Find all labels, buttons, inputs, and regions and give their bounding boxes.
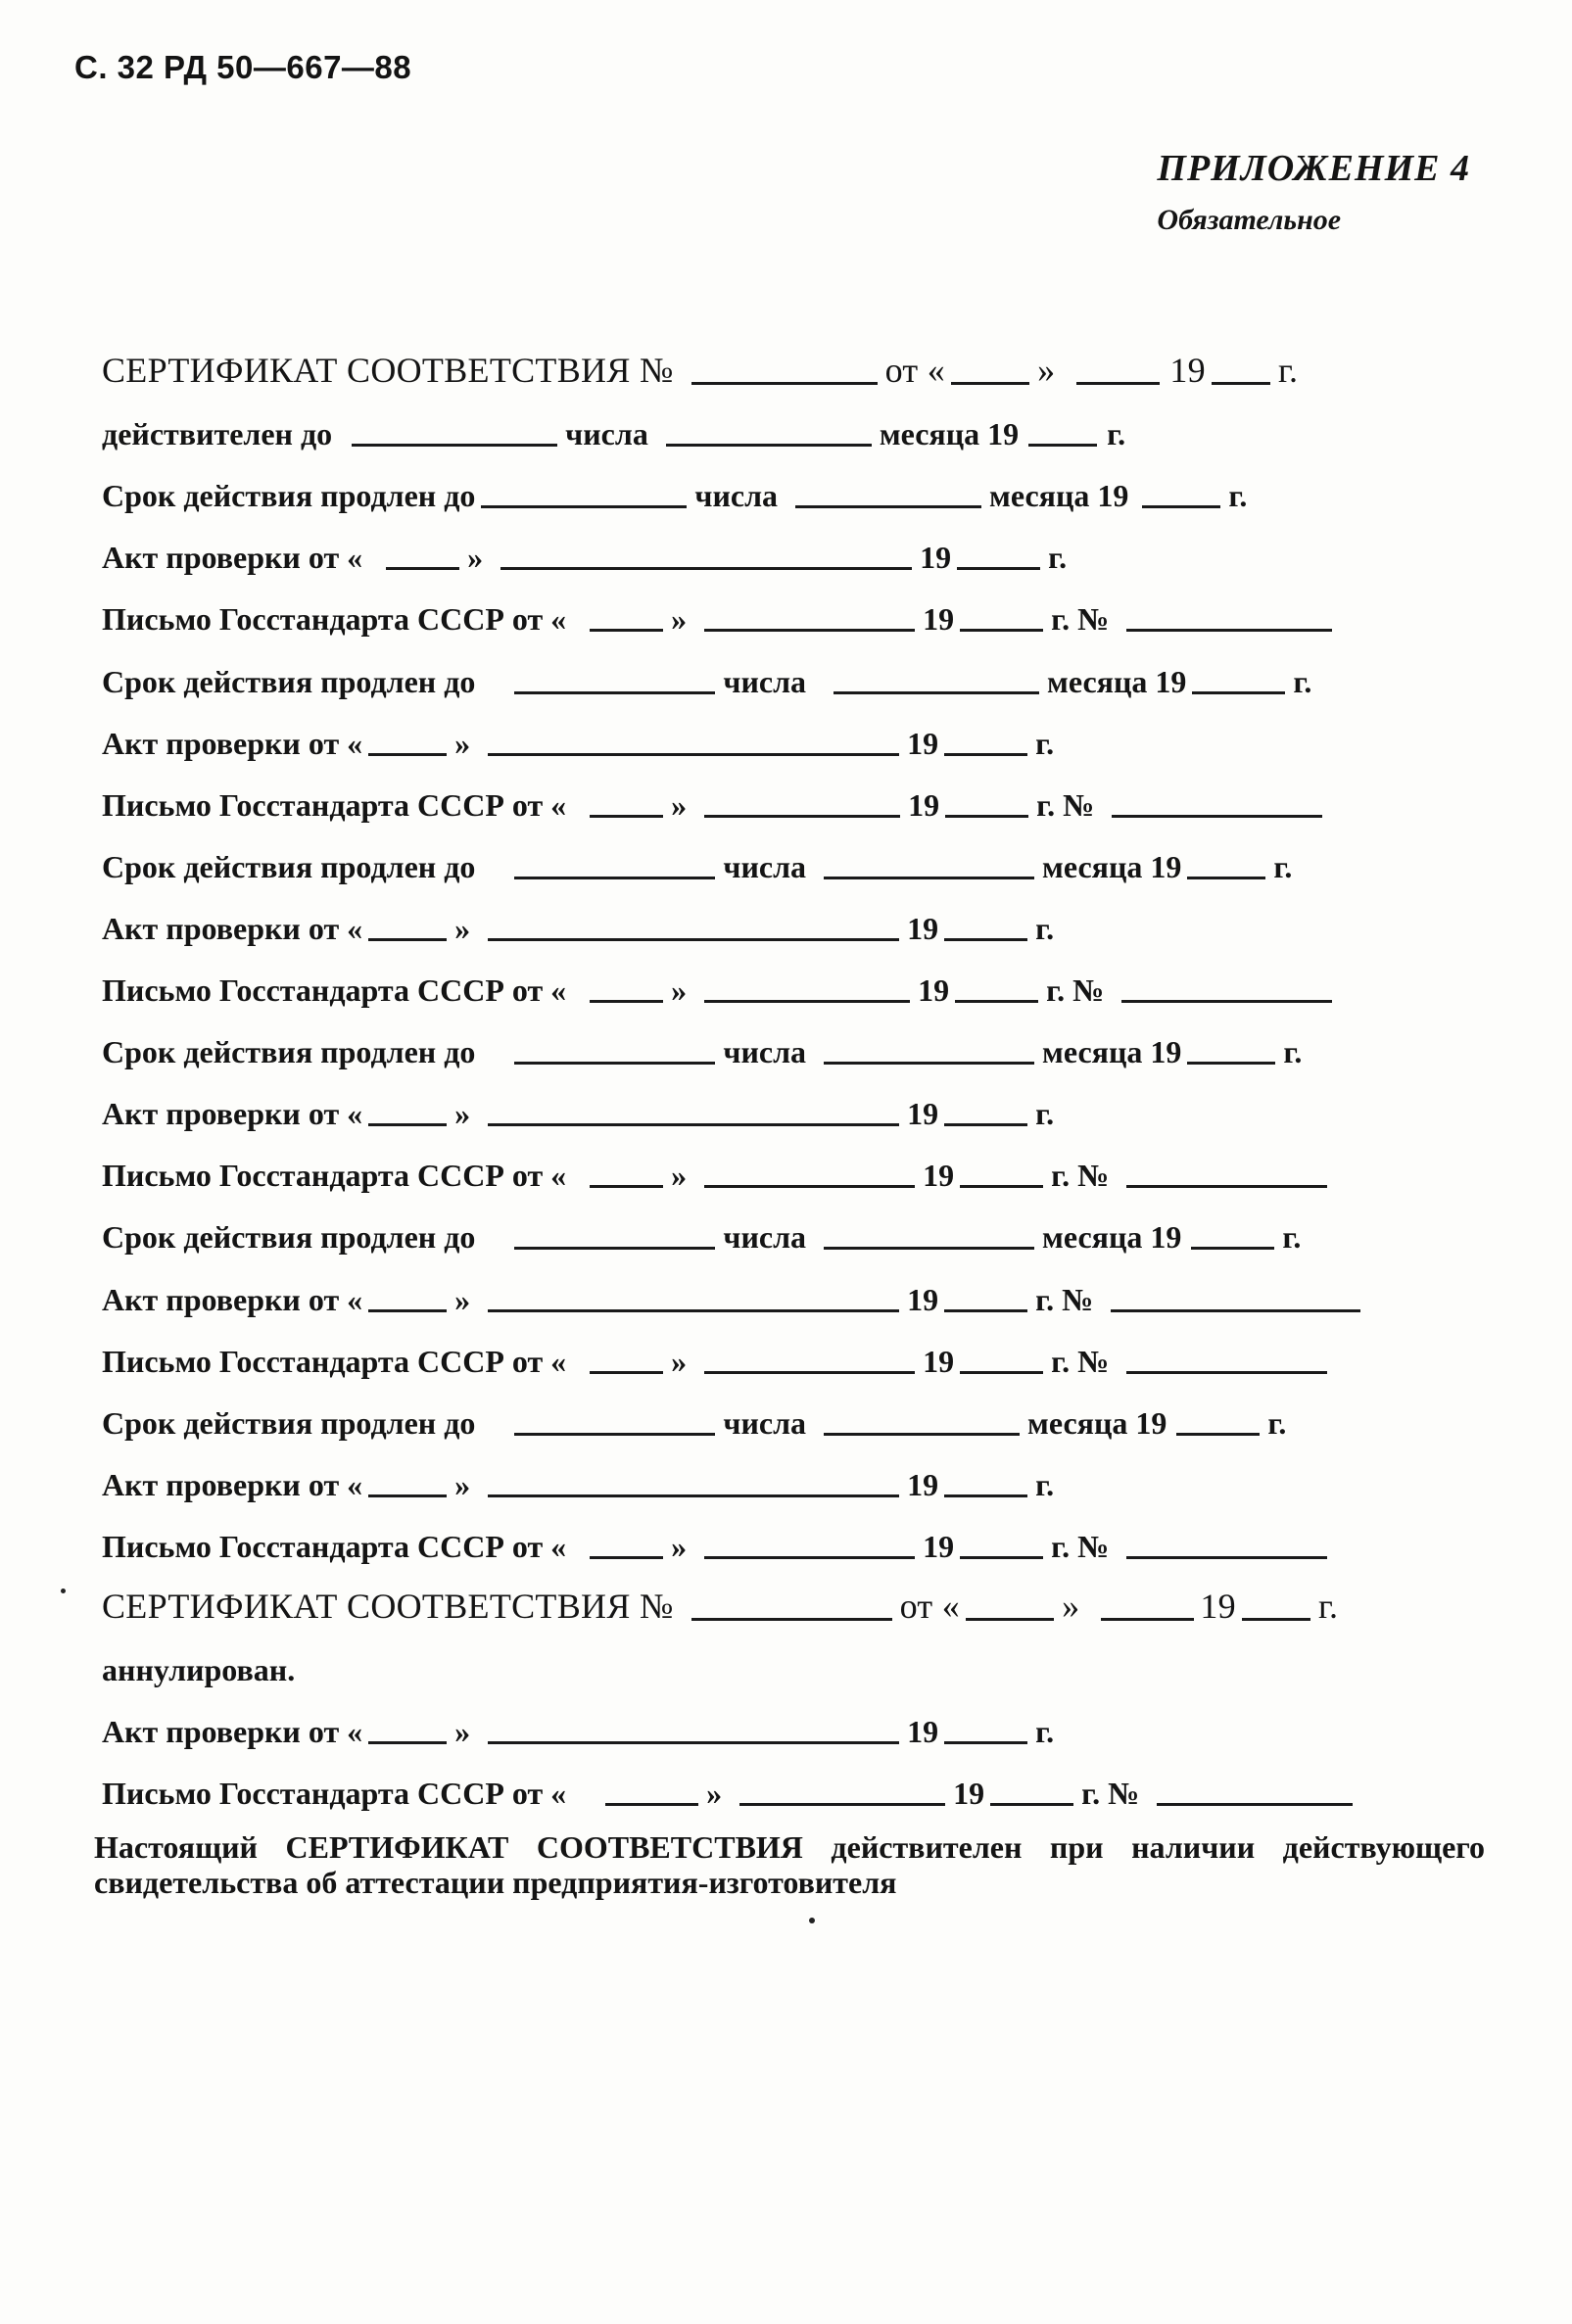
form-line — [94, 1388, 1485, 1449]
fill-in-blank[interactable] — [1142, 505, 1220, 508]
fill-in-blank[interactable] — [795, 505, 981, 508]
form-label: г. № — [1051, 1528, 1110, 1564]
fill-in-blank[interactable] — [514, 1433, 715, 1436]
fill-in-blank[interactable] — [966, 1618, 1054, 1621]
form-line — [94, 1511, 1485, 1573]
form-label: месяца 19 — [989, 478, 1129, 514]
form-label: » — [1062, 1586, 1080, 1626]
form-label: » — [671, 786, 688, 823]
form-label: 19 — [907, 910, 939, 946]
fill-in-blank[interactable] — [704, 1000, 910, 1003]
form-label: Письмо Госстандарта СССР от « — [102, 601, 567, 638]
form-label: » — [1037, 351, 1056, 391]
fill-in-blank[interactable] — [666, 444, 872, 447]
form-label: г. № — [1046, 972, 1105, 1009]
form-label: » — [454, 1281, 471, 1317]
fill-in-blank[interactable] — [368, 1741, 447, 1744]
form-label: г. — [1035, 910, 1055, 946]
fill-in-blank[interactable] — [590, 1185, 663, 1188]
fill-in-blank[interactable] — [368, 938, 447, 941]
form-label: г. № — [1051, 601, 1110, 638]
fill-in-blank[interactable] — [1101, 1618, 1194, 1621]
form-label: г. № — [1051, 1158, 1110, 1194]
form-label: » — [671, 1528, 688, 1564]
fill-in-blank[interactable] — [1121, 1000, 1332, 1003]
form-line — [94, 645, 1485, 707]
form-line — [94, 1758, 1485, 1820]
form-label: » — [454, 725, 471, 761]
fill-in-blank[interactable] — [1192, 691, 1285, 694]
fill-in-blank[interactable] — [944, 938, 1027, 941]
fill-in-blank[interactable] — [1126, 1185, 1327, 1188]
form-label: Письмо Госстандарта СССР от « — [102, 1158, 567, 1194]
fill-in-blank[interactable] — [1187, 1062, 1275, 1065]
form-label: 19 — [923, 601, 955, 638]
fill-in-blank[interactable] — [514, 1062, 715, 1065]
form-label: числа — [723, 1404, 807, 1441]
form-label: Акт проверки от « — [102, 1096, 363, 1132]
form-line — [94, 399, 1485, 460]
fill-in-blank[interactable] — [605, 1803, 698, 1806]
form-label: г. — [1277, 351, 1299, 391]
fill-in-blank[interactable] — [990, 1803, 1073, 1806]
fill-in-blank[interactable] — [957, 567, 1040, 570]
form-label: Срок действия продлен до — [102, 663, 476, 699]
form-label: Срок действия продлен до — [102, 1404, 476, 1441]
fill-in-blank[interactable] — [500, 567, 912, 570]
appendix-heading — [1157, 147, 1470, 237]
form-line — [94, 337, 1485, 399]
form-label: Срок действия продлен до — [102, 478, 476, 514]
fill-in-blank[interactable] — [386, 567, 459, 570]
fill-in-blank[interactable] — [1126, 1556, 1327, 1559]
form-line — [94, 770, 1485, 831]
form-label: 19 — [923, 1528, 955, 1564]
form-label: числа — [723, 1034, 807, 1070]
fill-in-blank[interactable] — [352, 444, 557, 447]
form-label: месяца 19 — [1042, 848, 1182, 884]
fill-in-blank[interactable] — [1112, 815, 1322, 818]
form-label: » — [671, 601, 688, 638]
fill-in-blank[interactable] — [488, 1123, 899, 1126]
fill-in-blank[interactable] — [1028, 444, 1097, 447]
form-line — [94, 1573, 1485, 1635]
fill-in-blank[interactable] — [1157, 1803, 1353, 1806]
fill-in-blank[interactable] — [944, 1494, 1027, 1497]
fill-in-blank[interactable] — [824, 877, 1034, 879]
fill-in-blank[interactable] — [1076, 382, 1160, 385]
fill-in-blank[interactable] — [368, 753, 447, 756]
form-label: Срок действия продлен до — [102, 1034, 476, 1070]
form-label: Акт проверки от « — [102, 540, 363, 576]
scan-speck — [809, 1918, 815, 1923]
form-label: Акт проверки от « — [102, 1281, 363, 1317]
form-label: 19 — [953, 1776, 985, 1812]
fill-in-blank[interactable] — [488, 1741, 899, 1744]
form-label: 19 — [907, 725, 939, 761]
form-line — [94, 1635, 1485, 1696]
fill-in-blank[interactable] — [834, 691, 1039, 694]
fill-in-blank[interactable] — [955, 1000, 1038, 1003]
form-label: 19 — [918, 972, 950, 1009]
fill-in-blank[interactable] — [368, 1123, 447, 1126]
form-label: г. № — [1035, 1281, 1094, 1317]
form-label: г. — [1293, 663, 1312, 699]
fill-in-blank[interactable] — [960, 1185, 1043, 1188]
fill-in-blank[interactable] — [1111, 1309, 1360, 1312]
form-label: месяца 19 — [1042, 1219, 1182, 1256]
form-label: числа — [723, 1219, 807, 1256]
form-line — [94, 1017, 1485, 1078]
form-label: г. — [1282, 1219, 1302, 1256]
form-line — [94, 522, 1485, 584]
fill-in-blank[interactable] — [1126, 1371, 1327, 1374]
fill-in-blank[interactable] — [704, 1556, 915, 1559]
form-label: действителен до — [102, 416, 333, 452]
fill-in-blank[interactable] — [824, 1247, 1034, 1250]
fill-in-blank[interactable] — [739, 1803, 945, 1806]
form-label: Срок действия продлен до — [102, 848, 476, 884]
form-label: 19 — [907, 1281, 939, 1317]
fill-in-blank[interactable] — [824, 1062, 1034, 1065]
fill-in-blank[interactable] — [1187, 877, 1265, 879]
form-line — [94, 893, 1485, 955]
fill-in-blank[interactable] — [704, 1185, 915, 1188]
appendix-type: Обязательное — [1157, 204, 1342, 236]
form-label: 19 — [1169, 351, 1206, 391]
form-label: » — [467, 540, 484, 576]
form-label: г. — [1048, 540, 1068, 576]
fill-in-blank[interactable] — [590, 1000, 663, 1003]
footer-note: Настоящий СЕРТИФИКАТ СООТВЕТСТВИЯ действителен при наличии действующего свидетельства об аттестации предприятия-изготовителя — [94, 1829, 1485, 1900]
form-line — [94, 1326, 1485, 1388]
form-label: аннулирован. — [102, 1652, 296, 1688]
fill-in-blank[interactable] — [1242, 1618, 1310, 1621]
form-line — [94, 1078, 1485, 1140]
fill-in-blank[interactable] — [1191, 1247, 1274, 1250]
fill-in-blank[interactable] — [944, 1741, 1027, 1744]
fill-in-blank[interactable] — [951, 382, 1029, 385]
form-line — [94, 831, 1485, 893]
form-label: Акт проверки от « — [102, 910, 363, 946]
form-label: 19 — [923, 1343, 955, 1379]
form-label: Срок действия продлен до — [102, 1219, 476, 1256]
fill-in-blank[interactable] — [960, 1556, 1043, 1559]
form-label: от « — [899, 1586, 961, 1626]
form-label: месяца 19 — [1047, 663, 1187, 699]
fill-in-blank[interactable] — [514, 1247, 715, 1250]
form-label: г. — [1035, 725, 1055, 761]
fill-in-blank[interactable] — [590, 815, 663, 818]
form-label: » — [706, 1776, 723, 1812]
appendix-title: ПРИЛОЖЕНИЕ 4 — [1157, 148, 1470, 189]
fill-in-blank[interactable] — [824, 1433, 1020, 1436]
form-line — [94, 1449, 1485, 1511]
fill-in-blank[interactable] — [514, 877, 715, 879]
form-label: числа — [723, 848, 807, 884]
form-label: 19 — [908, 786, 940, 823]
form-label: г. № — [1036, 786, 1095, 823]
fill-in-blank[interactable] — [704, 629, 915, 632]
fill-in-blank[interactable] — [488, 1309, 899, 1312]
form-label: Акт проверки от « — [102, 1714, 363, 1750]
fill-in-blank[interactable] — [945, 815, 1028, 818]
fill-in-blank[interactable] — [368, 1494, 447, 1497]
fill-in-blank[interactable] — [368, 1309, 447, 1312]
form-label: Письмо Госстандарта СССР от « — [102, 1776, 567, 1812]
fill-in-blank[interactable] — [960, 629, 1043, 632]
form-label: месяца 19 — [879, 416, 1020, 452]
form-label: 19 — [923, 1158, 955, 1194]
form-line — [94, 955, 1485, 1017]
form-label: Акт проверки от « — [102, 725, 363, 761]
scan-speck — [61, 1589, 66, 1593]
form-label: г. — [1267, 1404, 1287, 1441]
form-label: числа — [565, 416, 648, 452]
form-label: г. № — [1081, 1776, 1140, 1812]
form-label: СЕРТИФИКАТ СООТВЕТСТВИЯ № — [102, 351, 674, 391]
form-label: Письмо Госстандарта СССР от « — [102, 972, 567, 1009]
form-label: месяца 19 — [1042, 1034, 1182, 1070]
fill-in-blank[interactable] — [960, 1371, 1043, 1374]
form-line — [94, 708, 1485, 770]
form-label: месяца 19 — [1027, 1404, 1167, 1441]
form-label: 19 — [1200, 1586, 1236, 1626]
form-line — [94, 1263, 1485, 1325]
fill-in-blank[interactable] — [488, 938, 899, 941]
form-label: СЕРТИФИКАТ СООТВЕТСТВИЯ № — [102, 1586, 674, 1626]
form-label: » — [671, 1158, 688, 1194]
form-label: г. — [1273, 848, 1293, 884]
form-label: г. — [1228, 478, 1248, 514]
form-label: г. — [1035, 1096, 1055, 1132]
fill-in-blank[interactable] — [590, 1556, 663, 1559]
fill-in-blank[interactable] — [944, 753, 1027, 756]
fill-in-blank[interactable] — [590, 1371, 663, 1374]
form-label: » — [671, 1343, 688, 1379]
fill-in-blank[interactable] — [704, 815, 900, 818]
fill-in-blank[interactable] — [691, 1618, 892, 1621]
fill-in-blank[interactable] — [481, 505, 687, 508]
form-label: » — [454, 1714, 471, 1750]
form-label: 19 — [907, 1714, 939, 1750]
certificate-form — [94, 337, 1485, 1820]
form-line — [94, 1696, 1485, 1758]
form-label: 19 — [907, 1466, 939, 1502]
form-label: » — [671, 972, 688, 1009]
form-line — [94, 1140, 1485, 1202]
form-label: г. — [1283, 1034, 1303, 1070]
fill-in-blank[interactable] — [704, 1371, 915, 1374]
form-label: Письмо Госстандарта СССР от « — [102, 786, 567, 823]
form-label: числа — [723, 663, 807, 699]
fill-in-blank[interactable] — [488, 1494, 899, 1497]
fill-in-blank[interactable] — [1126, 629, 1332, 632]
fill-in-blank[interactable] — [691, 382, 878, 385]
form-label: 19 — [907, 1096, 939, 1132]
form-line — [94, 1202, 1485, 1263]
form-label: числа — [694, 478, 779, 514]
form-label: г. № — [1051, 1343, 1110, 1379]
fill-in-blank[interactable] — [514, 691, 715, 694]
form-label: Письмо Госстандарта СССР от « — [102, 1343, 567, 1379]
form-label: Акт проверки от « — [102, 1466, 363, 1502]
fill-in-blank[interactable] — [488, 753, 899, 756]
form-label: г. — [1035, 1466, 1055, 1502]
form-label: » — [454, 1466, 471, 1502]
form-line — [94, 584, 1485, 645]
fill-in-blank[interactable] — [1212, 382, 1270, 385]
form-label: г. — [1035, 1714, 1055, 1750]
form-label: г. — [1317, 1586, 1339, 1626]
form-line — [94, 460, 1485, 522]
form-label: от « — [884, 351, 946, 391]
form-label: » — [454, 910, 471, 946]
form-label: 19 — [920, 540, 952, 576]
form-label: » — [454, 1096, 471, 1132]
form-label: Письмо Госстандарта СССР от « — [102, 1528, 567, 1564]
fill-in-blank[interactable] — [590, 629, 663, 632]
fill-in-blank[interactable] — [1176, 1433, 1260, 1436]
fill-in-blank[interactable] — [944, 1123, 1027, 1126]
form-label: г. — [1107, 416, 1126, 452]
page-header: С. 32 РД 50—667—88 — [74, 49, 412, 85]
fill-in-blank[interactable] — [944, 1309, 1027, 1312]
